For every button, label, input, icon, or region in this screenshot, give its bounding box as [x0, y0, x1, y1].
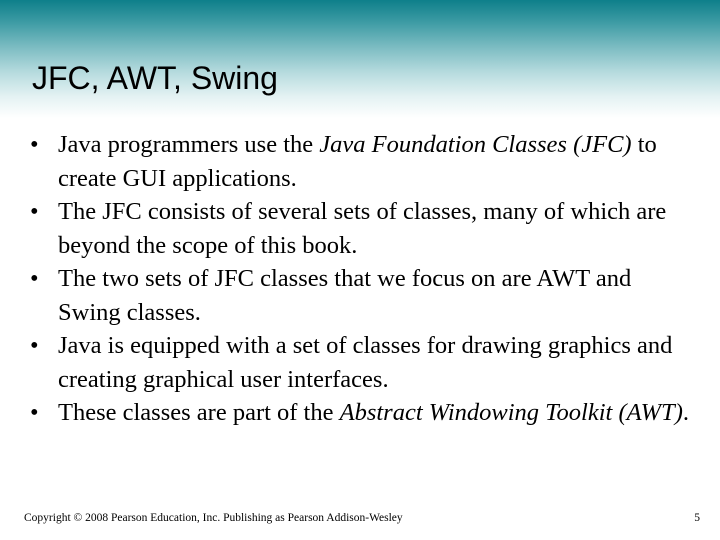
- bullet-text: [58, 262, 690, 329]
- bullet-icon: •: [30, 131, 39, 158]
- bullet-list: [30, 128, 690, 430]
- slide-footer: [0, 510, 720, 530]
- bullet-text: [58, 128, 690, 195]
- slide-title: JFC, AWT, Swing: [32, 60, 278, 96]
- bullet-text-segment: .: [682, 399, 689, 426]
- bullet-icon: •: [30, 399, 39, 426]
- bullet-icon: •: [30, 265, 39, 292]
- bullet-item: [30, 195, 690, 262]
- copyright-notice: Copyright © 2008 Pearson Education, Inc. Publishing as Pearson Addison-Wesley: [24, 512, 403, 524]
- bullet-icon: •: [30, 198, 39, 225]
- bullet-text: [58, 329, 690, 396]
- bullet-text-segment: to create GUI applications.: [58, 131, 657, 192]
- bullet-icon: •: [30, 332, 39, 359]
- bullet-text: [58, 195, 690, 262]
- bullet-text-segment: Java is equipped with a set of classes for drawing graphics and creating graphical user interfaces.: [58, 332, 673, 393]
- bullet-item: [30, 396, 690, 430]
- bullet-item: [30, 128, 690, 195]
- bullet-text: [58, 396, 690, 430]
- bullet-text-segment: These classes are part of the: [58, 399, 340, 426]
- bullet-text-segment-italic: Java Foundation Classes (JFC): [319, 131, 632, 158]
- bullet-item: [30, 262, 690, 329]
- bullet-text-segment-italic: Abstract Windowing Toolkit (AWT): [339, 399, 683, 426]
- bullet-text-segment: The two sets of JFC classes that we focus on are AWT and Swing classes.: [58, 265, 632, 326]
- page-number: 5: [694, 512, 700, 524]
- bullet-text-segment: The JFC consists of several sets of classes, many of which are beyond the scope of this book.: [58, 198, 667, 259]
- bullet-text-segment: Java programmers use the: [58, 131, 320, 158]
- bullet-item: [30, 329, 690, 396]
